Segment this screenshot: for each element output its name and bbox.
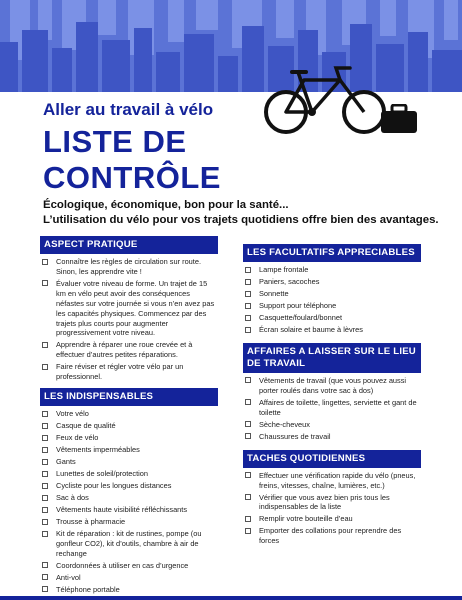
checklist-item[interactable]: Emporter des collations pour reprendre des forces [243,526,421,546]
checkbox-icon[interactable] [245,494,251,500]
checklist-item[interactable]: Vêtements haute visibilité réfléchissants [40,505,218,515]
checklist-item[interactable]: Kit de réparation : kit de rustines, pompe (ou gonfleur CO2), kit d’outils, chambre à air de rechange [40,529,218,559]
checklist-item[interactable]: Casque de qualité [40,421,218,431]
checklist-item[interactable]: Lampe frontale [243,265,421,275]
section-indispensables [40,388,218,595]
checklist-item[interactable]: Coordonnées à utiliser en cas d’urgence [40,561,218,571]
section-facultatifs [243,244,421,335]
page-title [43,124,273,196]
checklist-item[interactable]: Apprendre à réparer une roue crevée et à effectuer d’autres petites réparations. [40,340,218,360]
checklist [243,468,421,547]
checklist-item[interactable]: Évaluer votre niveau de forme. Un trajet de 15 km en vélo peut avoir des conséquences néfastes sur votre journée si vous n’en avez pas les capacités physiques. Commencez par des trajets plus courts pour augmenter progressivement votre niveau. [40,279,218,338]
checkbox-icon[interactable] [42,495,48,501]
checkbox-icon[interactable] [42,562,48,568]
checklist-item[interactable]: Sonnette [243,289,421,299]
section-aspect-pratique [40,236,218,382]
checkbox-icon[interactable] [42,342,48,348]
checklist-item[interactable]: Support pour téléphone [243,301,421,311]
section-heading: ASPECT PRATIQUE [40,236,218,254]
section-taches-quotidiennes [243,450,421,547]
checklist-item[interactable]: Lunettes de soleil/protection [40,469,218,479]
checkbox-icon[interactable] [245,267,251,273]
checklist-item[interactable]: Effectuer une vérification rapide du vélo (pneus, freins, vitesses, chaîne, lumières, etc.) [243,471,421,491]
section-heading: LES INDISPENSABLES [40,388,218,406]
checkbox-icon[interactable] [42,483,48,489]
checklist-item[interactable]: Vêtements de travail (que vous pouvez aussi porter roulés dans votre sac à dos) [243,376,421,396]
intro-text [43,198,443,227]
checklist-item[interactable]: Faire réviser et régler votre vélo par un professionnel. [40,362,218,382]
checkbox-icon[interactable] [245,421,251,427]
checklist-item[interactable]: Anti-vol [40,573,218,583]
checkbox-icon[interactable] [245,377,251,383]
checklist-item[interactable]: Affaires de toilette, lingettes, serviette et gant de toilette [243,398,421,418]
checklist-item[interactable]: Connaître les règles de circulation sur route. Sinon, les apprendre vite ! [40,257,218,277]
checklist-item[interactable]: Gants [40,457,218,467]
checklist-item[interactable]: Vêtements imperméables [40,445,218,455]
section-affaires-travail [243,343,421,442]
checkbox-icon[interactable] [42,471,48,477]
checkbox-icon[interactable] [42,364,48,370]
checklist-item[interactable]: Trousse à pharmacie [40,517,218,527]
section-heading: AFFAIRES A LAISSER SUR LE LIEU DE TRAVAIL [243,343,421,373]
city-skyline-banner [0,0,462,92]
section-heading: LES FACULTATIFS APPRECIABLES [243,244,421,262]
title-line-2: CONTRÔLE [43,160,221,195]
checkbox-icon[interactable] [245,399,251,405]
checkbox-icon[interactable] [42,259,48,265]
checklist-item[interactable]: Sac à dos [40,493,218,503]
right-column [243,244,421,548]
checkbox-icon[interactable] [42,507,48,513]
checklist [243,373,421,442]
checkbox-icon[interactable] [245,528,251,534]
checkbox-icon[interactable] [42,411,48,417]
checklist-item[interactable]: Écran solaire et baume à lèvres [243,325,421,335]
checklist-item[interactable]: Vérifier que vous avez bien pris tous les indispensables de la liste [243,493,421,513]
checklist-item[interactable]: Sèche-cheveux [243,420,421,430]
left-column [40,236,218,597]
checkbox-icon[interactable] [245,327,251,333]
checklist [40,406,218,595]
checkbox-icon[interactable] [42,280,48,286]
checkbox-icon[interactable] [42,447,48,453]
checklist-item[interactable]: Chaussures de travail [243,432,421,442]
skyline-graphic [0,0,462,92]
intro-line-1: Écologique, économique, bon pour la santé... [43,199,289,211]
briefcase-icon [380,104,418,134]
checklist [243,262,421,335]
section-heading: TACHES QUOTIDIENNES [243,450,421,468]
footer-rule [0,596,462,600]
checkbox-icon[interactable] [245,433,251,439]
checkbox-icon[interactable] [42,459,48,465]
checkbox-icon[interactable] [42,574,48,580]
checkbox-icon[interactable] [42,435,48,441]
checkbox-icon[interactable] [245,315,251,321]
intro-line-2: L’utilisation du vélo pour vos trajets quotidiens offre bien des avantages. [43,213,439,226]
checkbox-icon[interactable] [42,586,48,592]
checkbox-icon[interactable] [245,516,251,522]
bicycle-icon [262,62,390,142]
checkbox-icon[interactable] [245,291,251,297]
checkbox-icon[interactable] [42,423,48,429]
checklist-item[interactable]: Téléphone portable [40,585,218,595]
checklist-item[interactable]: Paniers, sacoches [243,277,421,287]
title-line-1: LISTE DE [43,124,187,159]
checklist-item[interactable]: Feux de vélo [40,433,218,443]
checkbox-icon[interactable] [42,531,48,537]
page-subtitle: Aller au travail à vélo [43,100,214,119]
checkbox-icon[interactable] [245,279,251,285]
checkbox-icon[interactable] [245,472,251,478]
checkbox-icon[interactable] [42,519,48,525]
checklist-item[interactable]: Casquette/foulard/bonnet [243,313,421,323]
checklist-item[interactable]: Remplir votre bouteille d’eau [243,514,421,524]
checklist-item[interactable]: Votre vélo [40,409,218,419]
checklist-item[interactable]: Cycliste pour les longues distances [40,481,218,491]
checkbox-icon[interactable] [245,303,251,309]
checklist [40,254,218,382]
